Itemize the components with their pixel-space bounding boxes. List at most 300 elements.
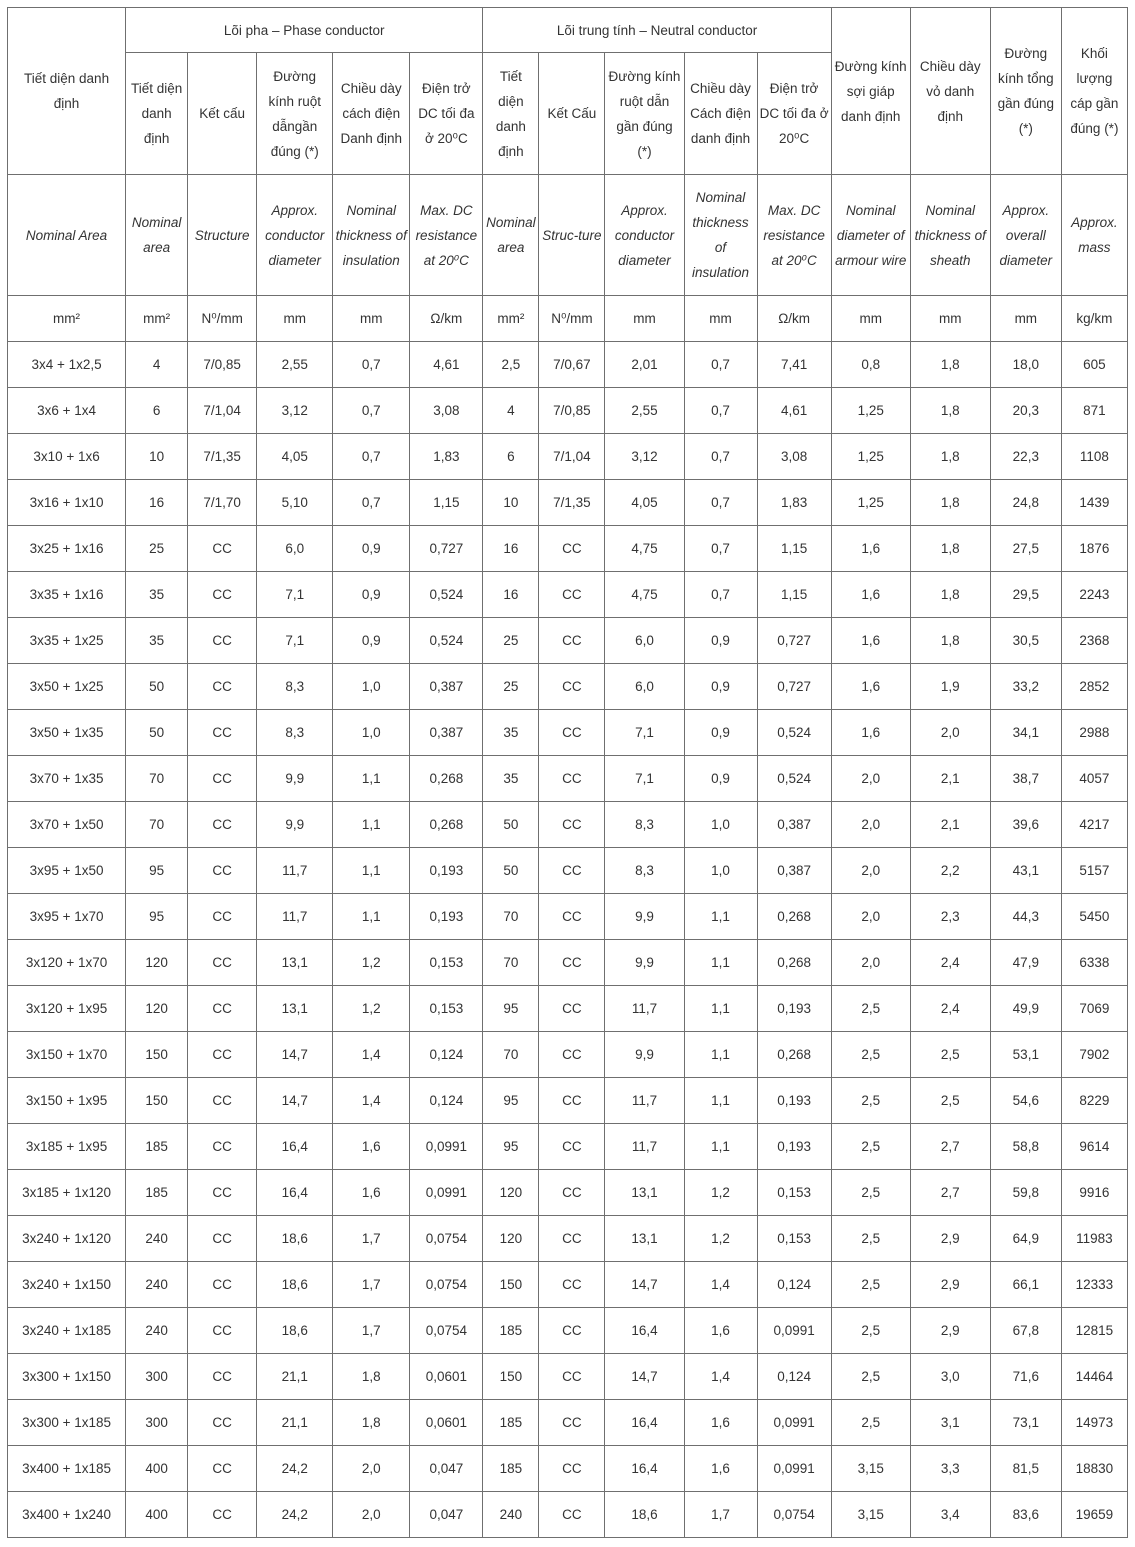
- unit-cell: kg/km: [1061, 296, 1127, 342]
- cable-designation-cell: 3x400 + 1x240: [8, 1492, 126, 1538]
- table-cell: 2,7: [910, 1170, 990, 1216]
- table-cell: 27,5: [990, 526, 1061, 572]
- table-cell: 0,0754: [757, 1492, 831, 1538]
- header-neutral-vi: Điện trở DC tối đa ở 20⁰C: [757, 53, 831, 175]
- table-cell: 8,3: [605, 802, 684, 848]
- table-cell: 2,3: [910, 894, 990, 940]
- table-cell: CC: [539, 1262, 605, 1308]
- table-cell: 1,8: [333, 1354, 410, 1400]
- table-cell: 0,7: [333, 342, 410, 388]
- table-cell: 24,2: [257, 1446, 333, 1492]
- unit-cell: mm: [831, 296, 910, 342]
- table-cell: 1,1: [333, 894, 410, 940]
- table-cell: 67,8: [990, 1308, 1061, 1354]
- table-cell: 0,124: [410, 1032, 483, 1078]
- table-cell: 2,01: [605, 342, 684, 388]
- table-cell: 0,9: [684, 710, 757, 756]
- table-cell: 1,8: [910, 342, 990, 388]
- table-cell: 0,727: [757, 664, 831, 710]
- table-row: [8, 480, 1128, 526]
- table-row: [8, 1216, 1128, 1262]
- header-phase-en: Approx. conductor diameter: [257, 175, 333, 296]
- table-cell: 0,7: [684, 526, 757, 572]
- table-cell: 0,0991: [410, 1170, 483, 1216]
- table-cell: 1,25: [831, 480, 910, 526]
- table-cell: 2,0: [831, 802, 910, 848]
- header-group-phase: Lõi pha – Phase conductor: [126, 8, 483, 53]
- table-cell: CC: [188, 756, 257, 802]
- table-cell: CC: [188, 572, 257, 618]
- table-cell: 14,7: [257, 1032, 333, 1078]
- table-cell: 0,524: [410, 618, 483, 664]
- cable-designation-cell: 3x120 + 1x70: [8, 940, 126, 986]
- table-cell: 6,0: [605, 664, 684, 710]
- header-phase-vi: Chiều dày cách điện Danh định: [333, 53, 410, 175]
- table-cell: 400: [126, 1446, 188, 1492]
- table-cell: 8,3: [257, 710, 333, 756]
- table-cell: 6,0: [257, 526, 333, 572]
- table-row: [8, 1032, 1128, 1078]
- table-cell: 7/1,04: [188, 388, 257, 434]
- table-cell: 2,5: [831, 986, 910, 1032]
- table-cell: 150: [126, 1032, 188, 1078]
- table-cell: 12815: [1061, 1308, 1127, 1354]
- table-cell: 0,268: [410, 802, 483, 848]
- table-cell: 0,387: [757, 802, 831, 848]
- table-cell: 2,7: [910, 1124, 990, 1170]
- table-row: [8, 1170, 1128, 1216]
- header-sheath-en: Nominal thickness of sheath: [910, 175, 990, 296]
- table-cell: 2,0: [333, 1446, 410, 1492]
- table-cell: 0,7: [684, 572, 757, 618]
- cable-designation-cell: 3x240 + 1x185: [8, 1308, 126, 1354]
- table-cell: 1439: [1061, 480, 1127, 526]
- cable-designation-cell: 3x10 + 1x6: [8, 434, 126, 480]
- table-cell: CC: [539, 986, 605, 1032]
- cable-designation-cell: 3x25 + 1x16: [8, 526, 126, 572]
- table-cell: CC: [188, 526, 257, 572]
- table-cell: 120: [126, 940, 188, 986]
- table-cell: CC: [539, 940, 605, 986]
- table-cell: 16,4: [605, 1400, 684, 1446]
- table-cell: 2,9: [910, 1308, 990, 1354]
- table-cell: 16,4: [257, 1124, 333, 1170]
- table-cell: 7069: [1061, 986, 1127, 1032]
- cable-designation-cell: 3x400 + 1x185: [8, 1446, 126, 1492]
- cable-designation-cell: 3x240 + 1x150: [8, 1262, 126, 1308]
- table-cell: 12333: [1061, 1262, 1127, 1308]
- table-cell: 1,8: [333, 1400, 410, 1446]
- table-cell: 0,193: [757, 1124, 831, 1170]
- header-mass-vi: Khối lượng cáp gần đúng (*): [1061, 8, 1127, 175]
- table-cell: 35: [483, 756, 539, 802]
- header-phase-en: Nominal area: [126, 175, 188, 296]
- table-cell: 25: [126, 526, 188, 572]
- table-row: [8, 756, 1128, 802]
- table-cell: 21,1: [257, 1354, 333, 1400]
- table-cell: 20,3: [990, 388, 1061, 434]
- table-cell: 1,7: [684, 1492, 757, 1538]
- table-row: [8, 1492, 1128, 1538]
- table-row: [8, 572, 1128, 618]
- table-cell: CC: [188, 1354, 257, 1400]
- table-cell: 0,153: [757, 1216, 831, 1262]
- table-cell: 240: [126, 1262, 188, 1308]
- table-cell: 2,5: [831, 1078, 910, 1124]
- table-cell: 0,7: [684, 480, 757, 526]
- cable-designation-cell: 3x95 + 1x50: [8, 848, 126, 894]
- table-cell: 0,387: [410, 710, 483, 756]
- table-cell: 1,8: [910, 526, 990, 572]
- table-cell: 0,7: [684, 342, 757, 388]
- table-cell: CC: [539, 1216, 605, 1262]
- table-cell: 240: [126, 1216, 188, 1262]
- table-cell: CC: [188, 710, 257, 756]
- table-cell: 1,0: [684, 802, 757, 848]
- table-cell: 1,1: [684, 940, 757, 986]
- table-cell: 14,7: [257, 1078, 333, 1124]
- table-cell: 4,05: [605, 480, 684, 526]
- table-cell: 4217: [1061, 802, 1127, 848]
- header-neutral-vi: Chiều dày Cách điện danh định: [684, 53, 757, 175]
- table-cell: 95: [126, 894, 188, 940]
- header-neutral-en: Max. DC resistance at 20⁰C: [757, 175, 831, 296]
- cable-spec-table: [7, 7, 1128, 1538]
- table-cell: 11,7: [257, 848, 333, 894]
- table-row: [8, 434, 1128, 480]
- header-mass-en: Approx. mass: [1061, 175, 1127, 296]
- table-cell: 1,6: [684, 1446, 757, 1492]
- table-cell: 70: [483, 1032, 539, 1078]
- table-cell: 39,6: [990, 802, 1061, 848]
- table-cell: 2,5: [831, 1308, 910, 1354]
- table-cell: 18,6: [257, 1262, 333, 1308]
- table-cell: CC: [188, 940, 257, 986]
- table-cell: 70: [483, 894, 539, 940]
- table-cell: 120: [483, 1216, 539, 1262]
- table-cell: 0,153: [410, 986, 483, 1032]
- table-cell: 11,7: [605, 986, 684, 1032]
- table-cell: 185: [483, 1446, 539, 1492]
- table-cell: CC: [539, 802, 605, 848]
- table-cell: 185: [126, 1170, 188, 1216]
- table-cell: 2,0: [910, 710, 990, 756]
- header-neutral-vi: Tiết diện danh định: [483, 53, 539, 175]
- header-phase-vi: Kết cấu: [188, 53, 257, 175]
- table-cell: 7,1: [605, 710, 684, 756]
- table-cell: 50: [126, 710, 188, 756]
- table-cell: 240: [483, 1492, 539, 1538]
- unit-cell: Ω/km: [410, 296, 483, 342]
- table-cell: 4: [126, 342, 188, 388]
- table-cell: 2,5: [831, 1032, 910, 1078]
- table-cell: 300: [126, 1400, 188, 1446]
- table-cell: 66,1: [990, 1262, 1061, 1308]
- table-cell: CC: [188, 1124, 257, 1170]
- table-cell: 3,08: [410, 388, 483, 434]
- table-cell: 8229: [1061, 1078, 1127, 1124]
- header-phase-en: Nominal thickness of insulation: [333, 175, 410, 296]
- table-row: [8, 1124, 1128, 1170]
- table-row: [8, 802, 1128, 848]
- table-cell: 1,15: [410, 480, 483, 526]
- table-cell: 1,6: [684, 1400, 757, 1446]
- table-cell: CC: [539, 1354, 605, 1400]
- table-cell: 14,7: [605, 1262, 684, 1308]
- table-cell: CC: [188, 1032, 257, 1078]
- table-cell: 9614: [1061, 1124, 1127, 1170]
- table-cell: 9,9: [257, 756, 333, 802]
- table-cell: 0,9: [684, 618, 757, 664]
- table-cell: 0,047: [410, 1492, 483, 1538]
- table-cell: 2,0: [831, 894, 910, 940]
- table-cell: 4,05: [257, 434, 333, 480]
- table-cell: 2368: [1061, 618, 1127, 664]
- table-cell: 0,193: [757, 1078, 831, 1124]
- header-phase-vi: Tiết diện danh định: [126, 53, 188, 175]
- table-cell: 150: [126, 1078, 188, 1124]
- table-cell: 0,0991: [757, 1308, 831, 1354]
- table-cell: 1,1: [333, 756, 410, 802]
- table-cell: 1,8: [910, 480, 990, 526]
- table-cell: 0,0754: [410, 1216, 483, 1262]
- table-cell: 0,268: [757, 894, 831, 940]
- table-cell: 2243: [1061, 572, 1127, 618]
- table-cell: 1,6: [684, 1308, 757, 1354]
- cable-designation-cell: 3x150 + 1x70: [8, 1032, 126, 1078]
- table-cell: 0,047: [410, 1446, 483, 1492]
- table-row: [8, 710, 1128, 756]
- unit-cell: mm: [910, 296, 990, 342]
- table-row: [8, 986, 1128, 1032]
- table-cell: 1,4: [333, 1078, 410, 1124]
- table-cell: CC: [188, 802, 257, 848]
- table-cell: 43,1: [990, 848, 1061, 894]
- table-cell: 16: [126, 480, 188, 526]
- table-cell: 1,8: [910, 572, 990, 618]
- header-neutral-en: Nominal thickness of insulation: [684, 175, 757, 296]
- table-cell: 7,1: [605, 756, 684, 802]
- table-cell: 0,0601: [410, 1354, 483, 1400]
- table-cell: 13,1: [257, 940, 333, 986]
- table-cell: 120: [126, 986, 188, 1032]
- cable-designation-cell: 3x70 + 1x35: [8, 756, 126, 802]
- table-cell: 871: [1061, 388, 1127, 434]
- cable-designation-cell: 3x300 + 1x185: [8, 1400, 126, 1446]
- table-cell: 5450: [1061, 894, 1127, 940]
- table-cell: 1,1: [333, 848, 410, 894]
- table-row: [8, 618, 1128, 664]
- table-cell: 53,1: [990, 1032, 1061, 1078]
- table-cell: 0,9: [684, 756, 757, 802]
- table-cell: 25: [483, 618, 539, 664]
- cable-designation-cell: 3x70 + 1x50: [8, 802, 126, 848]
- table-cell: 2,5: [483, 342, 539, 388]
- table-cell: CC: [188, 618, 257, 664]
- table-cell: 3,1: [910, 1400, 990, 1446]
- table-cell: 16: [483, 572, 539, 618]
- table-cell: 0,153: [410, 940, 483, 986]
- table-cell: 3,3: [910, 1446, 990, 1492]
- table-cell: 0,0601: [410, 1400, 483, 1446]
- table-cell: 6: [126, 388, 188, 434]
- header-armour-vi: Đường kính sợi giáp danh định: [831, 8, 910, 175]
- table-row: [8, 894, 1128, 940]
- table-cell: 1,4: [684, 1262, 757, 1308]
- header-group-neutral: Lõi trung tính – Neutral conductor: [483, 8, 831, 53]
- cable-designation-cell: 3x50 + 1x35: [8, 710, 126, 756]
- table-cell: 0,524: [757, 756, 831, 802]
- table-cell: 10: [126, 434, 188, 480]
- table-cell: 95: [483, 1124, 539, 1170]
- table-cell: 11,7: [257, 894, 333, 940]
- table-cell: 44,3: [990, 894, 1061, 940]
- table-cell: 1,7: [333, 1262, 410, 1308]
- table-row: [8, 1354, 1128, 1400]
- cable-designation-cell: 3x35 + 1x25: [8, 618, 126, 664]
- table-cell: 2,5: [831, 1216, 910, 1262]
- table-cell: 4,75: [605, 572, 684, 618]
- table-cell: 2,9: [910, 1216, 990, 1262]
- table-cell: 1,83: [757, 480, 831, 526]
- header-overall-en: Approx. overall diameter: [990, 175, 1061, 296]
- table-cell: 16,4: [605, 1308, 684, 1354]
- table-row: [8, 388, 1128, 434]
- table-cell: CC: [539, 1308, 605, 1354]
- table-cell: 6: [483, 434, 539, 480]
- table-cell: CC: [188, 1492, 257, 1538]
- table-cell: 1,8: [910, 618, 990, 664]
- table-cell: 0,727: [757, 618, 831, 664]
- unit-cell: mm: [257, 296, 333, 342]
- table-cell: 14973: [1061, 1400, 1127, 1446]
- table-cell: 1,0: [333, 710, 410, 756]
- table-cell: 1,2: [333, 940, 410, 986]
- table-cell: 4,61: [757, 388, 831, 434]
- table-cell: 605: [1061, 342, 1127, 388]
- table-cell: 7/1,04: [539, 434, 605, 480]
- header-neutral-en: Approx. conductor diameter: [605, 175, 684, 296]
- table-cell: 2,55: [605, 388, 684, 434]
- header-neutral-en: Nominal area: [483, 175, 539, 296]
- table-cell: CC: [539, 1124, 605, 1170]
- cable-designation-cell: 3x150 + 1x95: [8, 1078, 126, 1124]
- table-cell: 83,6: [990, 1492, 1061, 1538]
- table-cell: 0,193: [757, 986, 831, 1032]
- table-cell: 0,153: [757, 1170, 831, 1216]
- table-cell: CC: [539, 894, 605, 940]
- table-cell: 38,7: [990, 756, 1061, 802]
- cable-designation-cell: 3x95 + 1x70: [8, 894, 126, 940]
- table-cell: 4,75: [605, 526, 684, 572]
- table-cell: CC: [188, 1170, 257, 1216]
- table-cell: 1,6: [831, 618, 910, 664]
- table-cell: 1,15: [757, 526, 831, 572]
- table-cell: 0,268: [757, 1032, 831, 1078]
- cable-designation-cell: 3x35 + 1x16: [8, 572, 126, 618]
- table-cell: 1,6: [831, 526, 910, 572]
- table-cell: 3,15: [831, 1446, 910, 1492]
- table-cell: 11,7: [605, 1078, 684, 1124]
- table-cell: 50: [483, 848, 539, 894]
- table-cell: CC: [539, 1032, 605, 1078]
- table-cell: 13,1: [605, 1216, 684, 1262]
- table-cell: 2,2: [910, 848, 990, 894]
- table-cell: 185: [483, 1400, 539, 1446]
- table-row: [8, 1400, 1128, 1446]
- table-cell: 47,9: [990, 940, 1061, 986]
- cable-designation-cell: 3x120 + 1x95: [8, 986, 126, 1032]
- cable-designation-cell: 3x4 + 1x2,5: [8, 342, 126, 388]
- table-cell: 7902: [1061, 1032, 1127, 1078]
- table-cell: 49,9: [990, 986, 1061, 1032]
- cable-designation-cell: 3x16 + 1x10: [8, 480, 126, 526]
- table-cell: 185: [483, 1308, 539, 1354]
- table-cell: 1,2: [684, 1216, 757, 1262]
- header-neutral-vi: Đường kính ruột dẫn gần đúng (*): [605, 53, 684, 175]
- table-cell: 1,6: [831, 664, 910, 710]
- header-nominal-area-en: Nominal Area: [8, 175, 126, 296]
- table-cell: 8,3: [257, 664, 333, 710]
- unit-cell: mm: [990, 296, 1061, 342]
- header-armour-en: Nominal diameter of armour wire: [831, 175, 910, 296]
- header-nominal-area-vi: Tiết diện danh định: [8, 8, 126, 175]
- table-cell: CC: [539, 1170, 605, 1216]
- table-cell: CC: [188, 1262, 257, 1308]
- table-cell: 5,10: [257, 480, 333, 526]
- table-cell: 1,1: [684, 1032, 757, 1078]
- table-cell: 50: [126, 664, 188, 710]
- table-cell: 95: [126, 848, 188, 894]
- unit-cell: N⁰/mm: [188, 296, 257, 342]
- table-cell: 2988: [1061, 710, 1127, 756]
- table-cell: CC: [188, 986, 257, 1032]
- table-cell: CC: [188, 1078, 257, 1124]
- cable-designation-cell: 3x185 + 1x120: [8, 1170, 126, 1216]
- table-row: [8, 848, 1128, 894]
- cable-designation-cell: 3x300 + 1x150: [8, 1354, 126, 1400]
- table-cell: 1,8: [910, 388, 990, 434]
- table-cell: 3,0: [910, 1354, 990, 1400]
- table-cell: CC: [188, 1216, 257, 1262]
- table-cell: CC: [539, 848, 605, 894]
- table-cell: 18830: [1061, 1446, 1127, 1492]
- cable-designation-cell: 3x240 + 1x120: [8, 1216, 126, 1262]
- header-sheath-vi: Chiều dày vỏ danh định: [910, 8, 990, 175]
- table-cell: 0,7: [684, 388, 757, 434]
- table-cell: 34,1: [990, 710, 1061, 756]
- table-cell: 5157: [1061, 848, 1127, 894]
- table-cell: 2,55: [257, 342, 333, 388]
- table-cell: 7/1,35: [188, 434, 257, 480]
- table-cell: 2,1: [910, 756, 990, 802]
- table-cell: 16,4: [605, 1446, 684, 1492]
- table-cell: 185: [126, 1124, 188, 1170]
- table-cell: 2,0: [333, 1492, 410, 1538]
- table-row: [8, 1262, 1128, 1308]
- table-cell: 2,9: [910, 1262, 990, 1308]
- unit-cell: mm²: [483, 296, 539, 342]
- table-cell: 4057: [1061, 756, 1127, 802]
- table-cell: 0,9: [333, 618, 410, 664]
- table-cell: 70: [126, 802, 188, 848]
- table-cell: 7/0,67: [539, 342, 605, 388]
- table-cell: 0,124: [410, 1078, 483, 1124]
- table-cell: 1,0: [684, 848, 757, 894]
- table-cell: 16,4: [257, 1170, 333, 1216]
- table-cell: 0,0991: [410, 1124, 483, 1170]
- table-cell: 7/1,35: [539, 480, 605, 526]
